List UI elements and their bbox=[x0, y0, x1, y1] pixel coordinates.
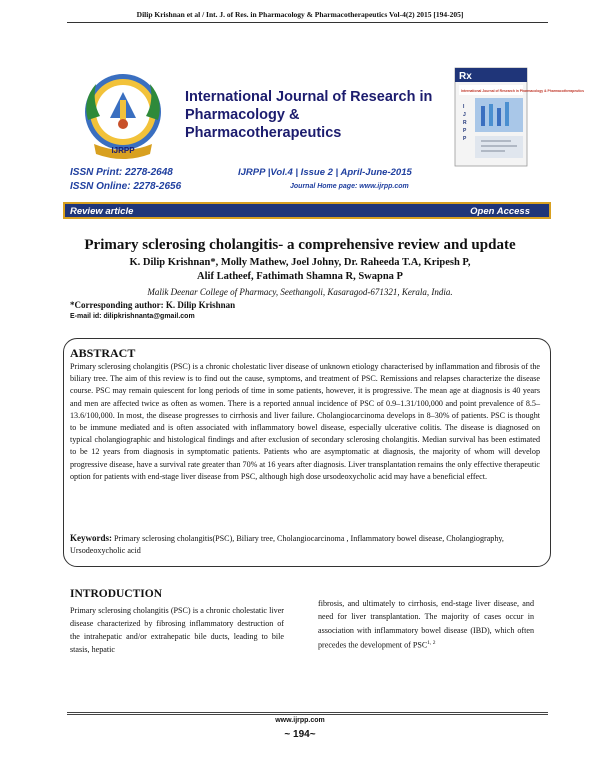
page-number: ~ 194~ bbox=[284, 729, 316, 740]
footer-url: www.ijrpp.com bbox=[275, 717, 325, 724]
journal-homepage: Journal Home page: www.ijrpp.com bbox=[290, 183, 409, 190]
open-access-label: Open Access bbox=[470, 206, 530, 217]
authors-line-2: Alif Latheef, Fathimath Shamna R, Swapna P bbox=[197, 271, 403, 283]
keywords bbox=[70, 532, 540, 557]
svg-text:P: P bbox=[463, 128, 467, 134]
authors-line-1: K. Dilip Krishnan*, Molly Mathew, Joel Johny, Dr. Raheeda T.A, Kripesh P, bbox=[129, 257, 471, 268]
cover-title: International Journal of Research in Pharmacology & Pharmacotherapeutics bbox=[461, 89, 585, 93]
journal-cover-image bbox=[455, 68, 585, 166]
affiliation: Malik Deenar College of Pharmacy, Seethangoli, Kasaragod-671321, Kerala, India. bbox=[147, 287, 453, 297]
introduction-heading: INTRODUCTION bbox=[70, 588, 163, 600]
abstract-text: Primary sclerosing cholangitis (PSC) is a chronic cholestatic liver disease of unknown etiology characterised by inflammation and fibrosis of the biliary tree. The aim of this review is to find out the cause, symptoms, and treatment of PSC. Remissions and relapses characterize the disease course. PSC may remain quiescent for long periods of time in some patients, however, it is progressive. The mean age at diagnosis is 40 years and men are affected twice as often as women. There is a reported annual incidence of PSC of 0.9–1.31/100,000 and point prevalence of 8.5–13.6/100,000. In most, the disease progresses to cirrhosis and liver failure. Cholangiocarcinoma develops in 8–30% of patients. PSC is thought to be immune mediated and is often associated with inflammatory bowel disease, especially ulcerative colitis. The disease is diagnosed on typical cholangiographic and histological findings and after exclusion of secondary sclerosing cholangitis. Median survival has been estimated to be 12 years from diagnosis in symptomatic patients. Patients who are asymptomatic at diagnosis, the majority of whom will develop progressive disease, have a survival rate greater than 70% at 16 years after diagnosis. Liver transplantation remains the only effective therapeutic option for patients with end-stage liver disease from PSC, although high dose ursodeoxycholic acid may have a beneficial effect. bbox=[70, 362, 540, 481]
keywords-label: Keywords: bbox=[70, 533, 112, 543]
keywords-list: Primary sclerosing cholangitis(PSC), Biliary tree, Cholangiocarcinoma , Inflammatory bowel disease, Cholangiography, Ursodeoxycholic acid bbox=[70, 534, 504, 556]
introduction-column-2-text: fibrosis, and ultimately to cirrhosis, end-stage liver disease, and need for liver transplantation. The majority of cases occur in association with inflammatory bowel disease (IBD), which often precedes the development of PSC bbox=[318, 599, 534, 650]
svg-text:J: J bbox=[463, 112, 466, 118]
introduction-column-2 bbox=[318, 597, 534, 652]
header-rule bbox=[67, 22, 548, 23]
footer-rule-top bbox=[67, 712, 548, 713]
running-head: Dilip Krishnan et al / Int. J. of Res. in Pharmacology & Pharmacotherapeutics Vol-4(2) 2015 [194-205] bbox=[136, 10, 464, 19]
article-type-label: Review article bbox=[70, 206, 134, 217]
issn-print: ISSN Print: 2278-2648 bbox=[70, 167, 173, 178]
svg-text:P: P bbox=[463, 136, 467, 142]
svg-text:I: I bbox=[463, 104, 465, 110]
volume-issue-line: IJRPP |Vol.4 | Issue 2 | April-June-2015 bbox=[238, 167, 412, 178]
journal-title: International Journal of Research in Pharmacology & Pharmacotherapeutics bbox=[185, 89, 433, 142]
author-email: E-mail id: dilipkrishnanta@gmail.com bbox=[70, 313, 195, 320]
introduction-column-1: Primary sclerosing cholangitis (PSC) is a chronic cholestatic liver disease characterized by fibrosing inflammatory destruction of the intrahepatic and/or extrahepatic bile ducts, leading to bile stasis, hepatic bbox=[70, 606, 284, 654]
abstract-heading: ABSTRACT bbox=[70, 346, 136, 360]
svg-text:R: R bbox=[463, 120, 467, 126]
corresponding-author: *Corresponding author: K. Dilip Krishnan bbox=[70, 300, 236, 310]
author-list bbox=[0, 256, 600, 284]
logo-text: IJRPP bbox=[111, 146, 135, 155]
article-title: Primary sclerosing cholangitis- a comprehensive review and update bbox=[84, 237, 516, 253]
footer-rule-bottom bbox=[67, 714, 548, 715]
svg-text:Rx: Rx bbox=[459, 71, 472, 82]
issn-online: ISSN Online: 2278-2656 bbox=[70, 181, 182, 192]
citation-ref: 1, 2 bbox=[427, 640, 436, 647]
journal-logo bbox=[78, 70, 168, 162]
